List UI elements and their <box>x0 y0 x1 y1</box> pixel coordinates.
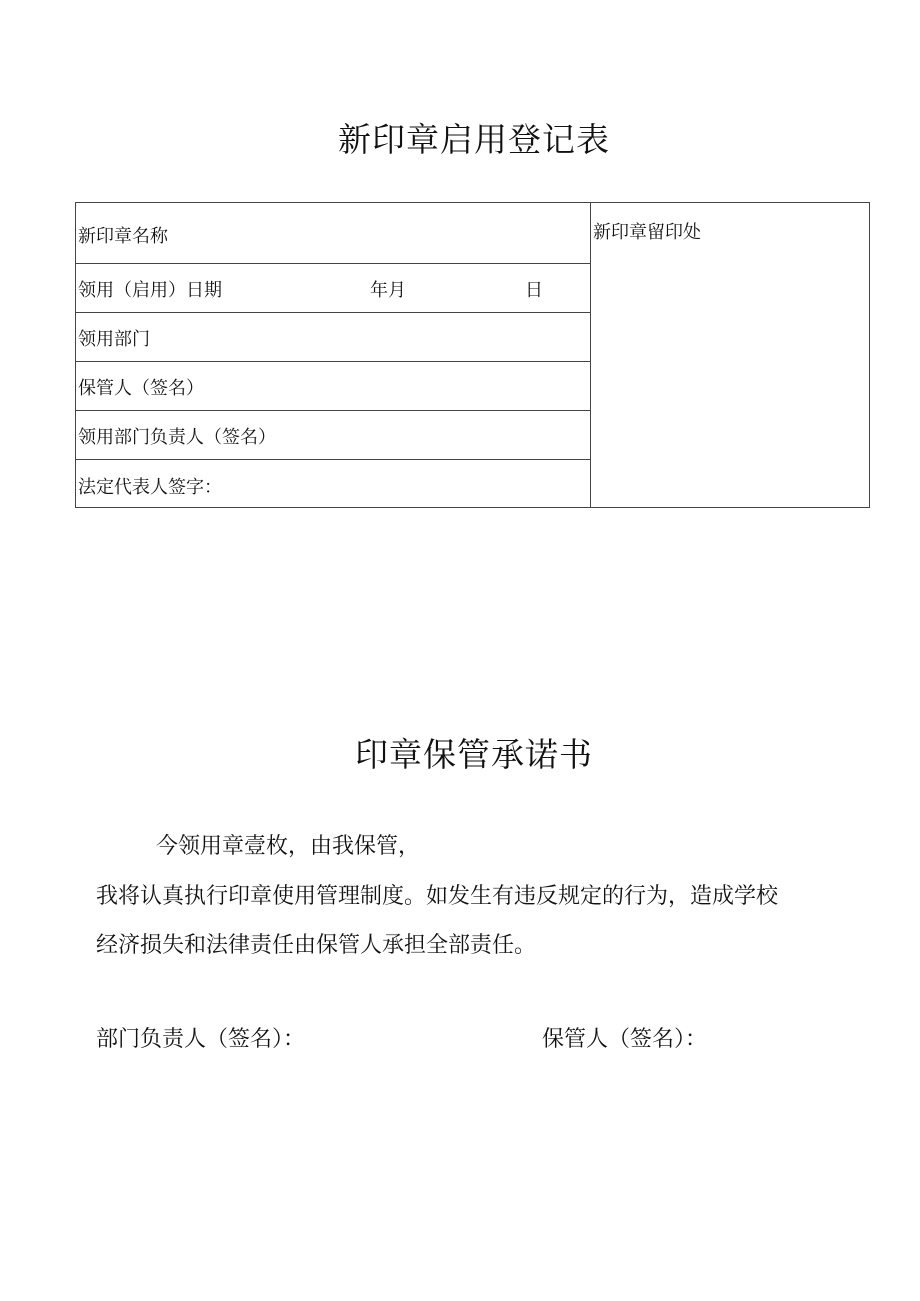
seal-name-label: 新印章名称 <box>78 226 168 247</box>
registration-title: 新印章启用登记表 <box>338 120 610 159</box>
registration-fields <box>76 203 591 507</box>
keeper-label: 保管人（签名） <box>78 378 204 399</box>
commitment-line-3: 经济损失和法律责任由保管人承担全部责任。 <box>96 933 537 958</box>
date-day-label: 日 <box>525 280 543 301</box>
date-row <box>76 264 590 313</box>
seal-imprint-label: 新印章留印处 <box>593 222 701 243</box>
date-year-month-label: 年月 <box>370 280 406 301</box>
seal-name-row <box>76 203 590 264</box>
legal-rep-label: 法定代表人签字： <box>78 477 222 498</box>
date-label: 领用（启用）日期 <box>78 280 222 301</box>
seal-imprint-area <box>591 203 870 507</box>
commitment-line-2: 我将认真执行印章使用管理制度。如发生有违反规定的行为，造成学校 <box>96 884 779 909</box>
keeper-row <box>76 362 590 411</box>
legal-rep-row <box>76 460 590 509</box>
department-row <box>76 313 590 362</box>
registration-table <box>75 202 870 508</box>
commitment-title: 印章保管承诺书 <box>355 735 593 774</box>
commitment-line-1: 今领用章壹枚，由我保管， <box>156 834 421 859</box>
dept-head-row <box>76 411 590 460</box>
keeper-signature-label: 保管人（签名）： <box>542 1027 708 1052</box>
dept-head-label: 领用部门负责人（签名） <box>78 427 276 448</box>
dept-head-signature-label: 部门负责人（签名）： <box>96 1027 306 1052</box>
department-label: 领用部门 <box>78 329 150 350</box>
